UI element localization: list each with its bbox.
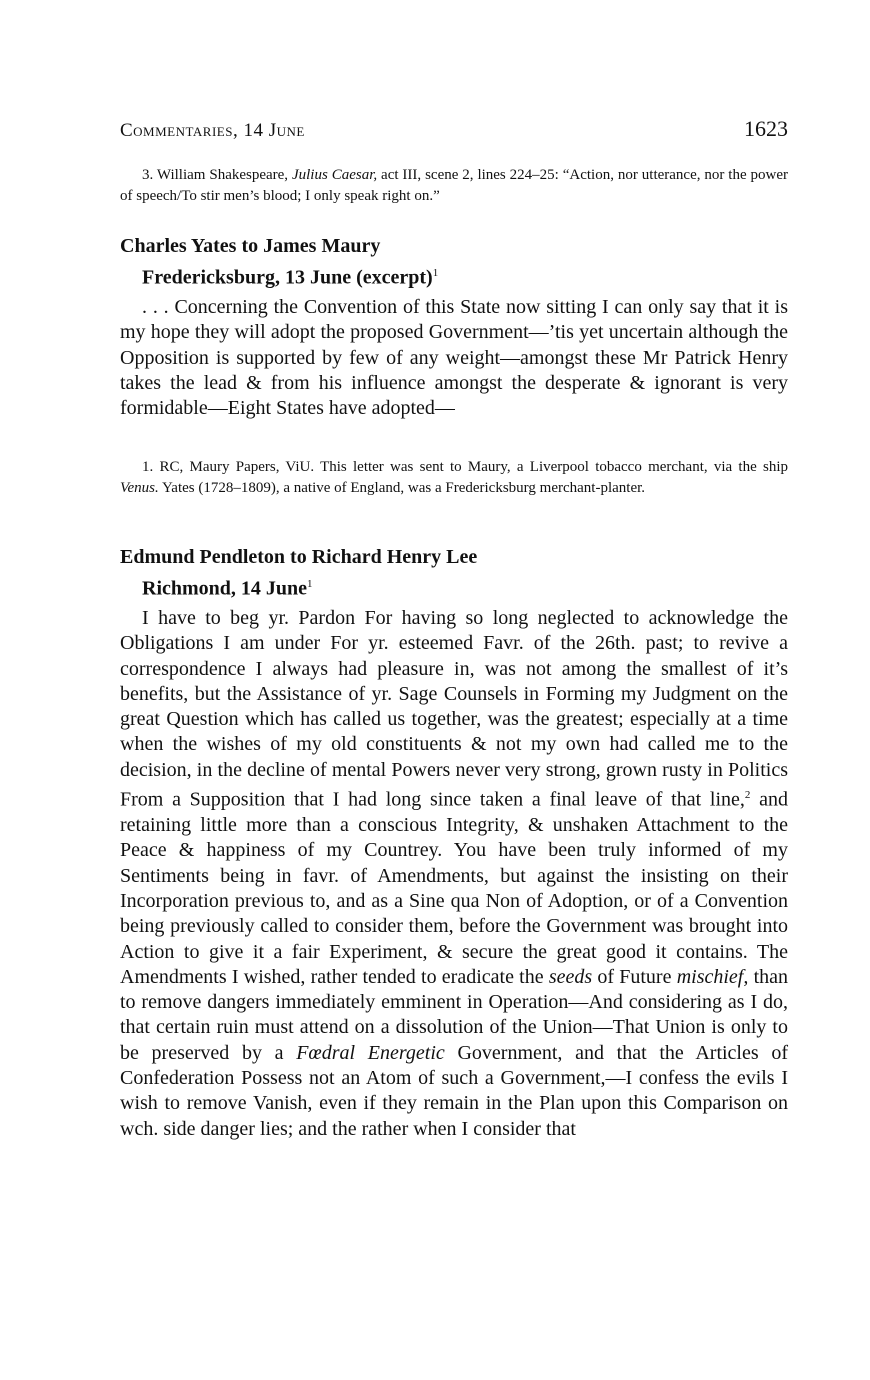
footnote-text-2: Yates (1728–1809), a native of England, was a Fredericksburg merchant-planter.	[161, 479, 646, 496]
footnote-number: 1.	[142, 459, 154, 475]
heading-line-2: Richmond, 14 June	[142, 577, 308, 600]
letter-heading-pendleton	[120, 544, 788, 603]
footnote-title: Julius Caesar,	[291, 167, 378, 183]
letter-body-text-2: and retaining little more than a conscious Integrity, & unshaken Attachment to the Peace & happiness of my Countrey. You have been truly informed of my Sentiments being in favr. of Amendments, but against the insisting on their Incorporation previous to, and as a Sine qua Non of Adoption, or of a Convention being previously called to consider them, before the Government was brought into Action to give it a fair Experiment, & secure the great good it contains. The Amendments I wished, rather tended to eradicate the	[120, 788, 788, 988]
italic-mischief: mischief,	[676, 965, 749, 988]
footnote-text: William Shakespeare,	[156, 167, 289, 183]
letter-heading-yates	[120, 233, 788, 292]
heading-line-1: Charles Yates to James Maury	[120, 235, 381, 257]
letter-body-yates	[120, 295, 788, 421]
note-marker-2: 2	[744, 789, 751, 802]
letter-body-text-3: of Future	[592, 965, 677, 988]
letter-body-text-1: I have to beg yr. Pardon For having so long neglected to acknowledge the Obligations I am under For yr. esteemed Favr. of the 26th. past; to revive a correspondence I always had pleasure in, was not among the smallest of it’s benefits, but the Assistance of yr. Sage Counsels in Forming my Judgment on the great Question which has called us together, was the greatest; especially at a time when the wishes of my old constituents & not my own had called me to the decision, in the decline of mental Powers never very strong, grown rusty in Politics From a Supposition that I had long since taken a final leave of that line,	[120, 607, 788, 811]
note-marker: 1	[432, 267, 439, 279]
running-head-title: Commentaries, 14 June	[120, 120, 305, 141]
footnote-number: 3.	[142, 167, 154, 183]
page-number: 1623	[744, 116, 788, 141]
footnote-yates	[120, 457, 788, 498]
footnote-text-2: act III, scene 2, lines 224–25: “Action, nor utterance, nor the power of speech/To stir men’s blood; I only speak right on.”	[120, 167, 789, 204]
footnote-text: RC, Maury Papers, ViU. This letter was sent to Maury, a Liverpool tobacco merchant, via the ship	[159, 459, 789, 475]
italic-foedral: Fœdral Energetic	[296, 1041, 445, 1064]
letter-body-text-5: Government, and that the Articles of Confederation Possess not an Atom of such a Government,—I confess the evils I wish to remove Vanish, even if they remain in the Plan upon this Comparison on wch. side danger lies; and the rather when I consider that	[120, 1041, 788, 1140]
italic-seeds: seeds	[548, 965, 593, 988]
footnote-3	[120, 165, 788, 207]
letter-body-pendleton	[120, 606, 788, 1142]
heading-line-1: Edmund Pendleton to Richard Henry Lee	[120, 546, 478, 568]
note-marker: 1	[307, 578, 313, 590]
footnote-ship: Venus.	[120, 479, 159, 496]
letter-body-text-4: than to remove dangers immediately emminent in Operation—And considering as I do, that certain ruin must attend on a dissolution of the Union—That Union is only to be preserved by a	[120, 965, 788, 1064]
letter-body-text: . . . Concerning the Convention of this State now sitting I can only say that it is my hope they will adopt the proposed Government—’tis yet uncertain although the Opposition is supported by few of any weight—amongst these Mr Patrick Henry takes the lead & from his influence amongst the desperate & ignorant is very formidable—Eight States have adopted—	[120, 296, 788, 420]
running-head	[120, 116, 788, 146]
heading-line-2: Fredericksburg, 13 June (excerpt)	[142, 266, 433, 289]
